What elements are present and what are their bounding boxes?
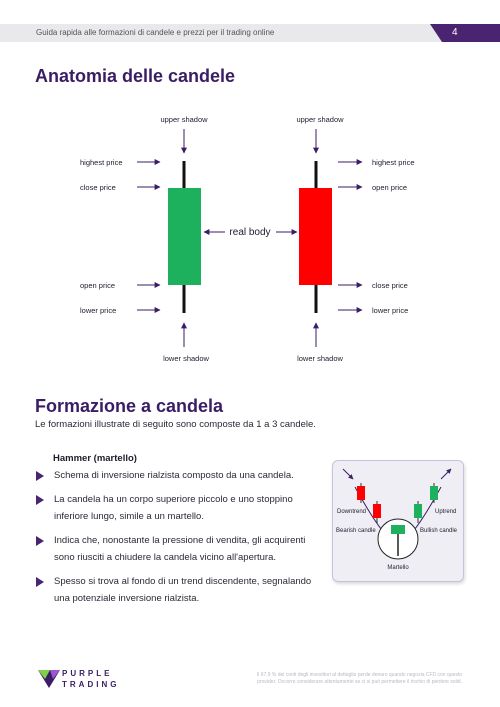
logo-text-line1: PURPLE	[62, 669, 113, 678]
triangle-bullet-icon	[36, 495, 44, 505]
disclaimer-line-2: provider. Occorre considerare attentamente se ci si può permettere il rischio di perdere soldi.	[257, 679, 462, 685]
close-price-label-right: close price	[372, 281, 408, 290]
header-title: Guida rapida alle formazioni di candele e prezzi per il trading online	[36, 28, 275, 37]
lower-shadow-label-left: lower shadow	[163, 354, 209, 363]
uptrend-arrow	[441, 469, 451, 479]
hammer-bullet-list	[36, 467, 326, 614]
open-price-label-right: open price	[372, 183, 408, 192]
highest-price-label-right: highest price	[372, 158, 415, 167]
purple-trading-logo-icon	[38, 670, 60, 688]
page-number: 4	[452, 27, 458, 38]
downtrend-arrow	[343, 469, 353, 479]
downtrend-label: Downtrend	[337, 509, 367, 515]
triangle-bullet-icon	[36, 536, 44, 546]
bullish-candle-body	[168, 188, 201, 285]
section-intro: Le formazioni illustrate di seguito sono composte da 1 a 3 candele.	[35, 419, 316, 430]
bullish-candle-2	[430, 486, 438, 500]
risk-disclaimer	[200, 672, 462, 686]
upper-shadow-label-left: upper shadow	[160, 115, 208, 124]
disclaimer-line-1: Il 67,9 % dei conti degli investitori al dettaglio perde denaro quando negozia CFD con questo	[256, 672, 462, 678]
bullet-item	[36, 467, 326, 484]
bullet-text: Schema di inversione rialzista composto da una candela.	[54, 470, 294, 481]
uptrend-label: Uptrend	[435, 509, 457, 515]
bullet-item	[36, 532, 326, 566]
bullet-text: Spesso si trova al fondo di un trend discendente, segnalando una potenziale inversione rialzista.	[54, 576, 312, 604]
bullish-candle-1	[414, 504, 422, 518]
bearish-candle-2	[373, 504, 381, 518]
bullet-item	[36, 491, 326, 525]
hammer-subheading: Hammer (martello)	[53, 453, 137, 464]
page-number-tab	[430, 24, 500, 42]
upper-shadow-label-right: upper shadow	[296, 115, 344, 124]
bullish-candle-label: Bullish candle	[420, 528, 458, 534]
lower-price-label-left: lower price	[80, 306, 117, 315]
bearish-candle-1	[357, 486, 365, 500]
logo-text-line2: TRADING	[62, 680, 120, 689]
close-price-label-left: close price	[80, 183, 116, 192]
bullet-text: La candela ha un corpo superiore piccolo e uno stoppino inferiore lungo, simile a un martello.	[54, 494, 293, 522]
hammer-figure	[332, 460, 464, 582]
bullet-item	[36, 573, 326, 607]
hammer-label: Martello	[387, 565, 409, 571]
candle-anatomy-diagram	[0, 105, 500, 370]
hammer-candle-body	[391, 525, 405, 534]
bullet-text: Indica che, nonostante la pressione di vendita, gli acquirenti sono riusciti a chiudere la candela vicino all'apertura.	[54, 535, 306, 563]
open-price-label-left: open price	[80, 281, 116, 290]
lower-price-label-right: lower price	[372, 306, 409, 315]
section-title-anatomy: Anatomia delle candele	[35, 66, 236, 86]
triangle-bullet-icon	[36, 471, 44, 481]
lower-shadow-label-right: lower shadow	[297, 354, 343, 363]
triangle-bullet-icon	[36, 577, 44, 587]
bearish-candle-label: Bearish candle	[336, 528, 376, 534]
highest-price-label-left: highest price	[80, 158, 123, 167]
real-body-label: real body	[229, 227, 271, 238]
bearish-candle-body	[299, 188, 332, 285]
section-title-formation: Formazione a candela	[35, 396, 224, 416]
hammer-diagram	[333, 461, 463, 581]
